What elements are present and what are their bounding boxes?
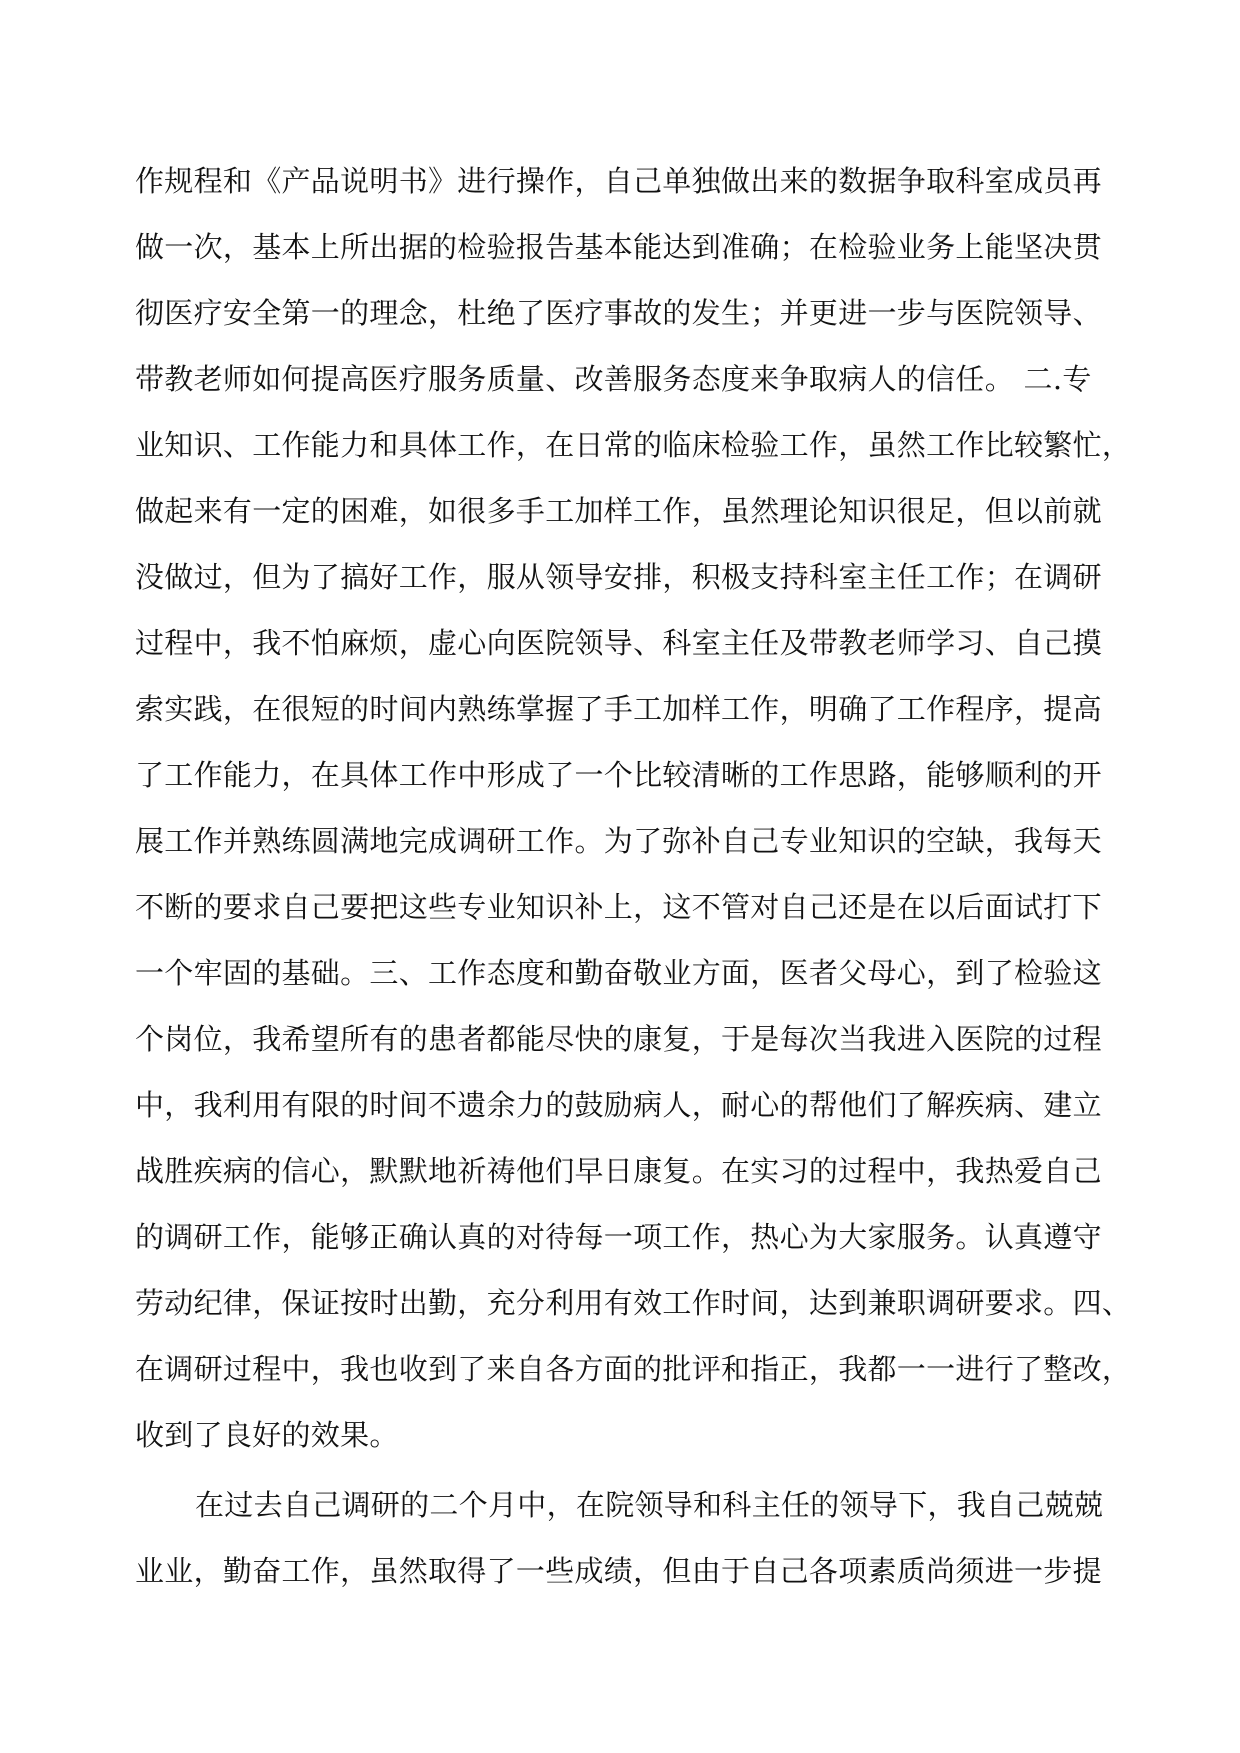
paragraph-first-line: 在过去自己调研的二个月中，在院领导和科主任的领导下，我自己兢兢 xyxy=(195,1488,1104,1522)
text-line: 带教老师如何提高医疗服务质量、改善服务态度来争取病人的信任。 二.专 xyxy=(135,362,1092,396)
text-line: 彻医疗安全第一的理念，杜绝了医疗事故的发生；并更进一步与医院领导、 xyxy=(135,296,1102,330)
text-line: 不断的要求自己要把这些专业知识补上，这不管对自己还是在以后面试打下 xyxy=(135,890,1102,924)
text-line: 收到了良好的效果。 xyxy=(135,1418,399,1452)
text-line: 做起来有一定的困难，如很多手工加样工作，虽然理论知识很足，但以前就 xyxy=(135,494,1102,528)
text-line: 战胜疾病的信心，默默地祈祷他们早日康复。在实习的过程中，我热爱自己 xyxy=(135,1154,1102,1188)
text-line: 个岗位，我希望所有的患者都能尽快的康复，于是每次当我进入医院的过程 xyxy=(135,1022,1102,1056)
text-line: 劳动纪律，保证按时出勤，充分利用有效工作时间，达到兼职调研要求。四、 xyxy=(135,1286,1132,1320)
text-line: 展工作并熟练圆满地完成调研工作。为了弥补自己专业知识的空缺，我每天 xyxy=(135,824,1102,858)
text-line: 作规程和《产品说明书》进行操作，自己单独做出来的数据争取科室成员再 xyxy=(135,164,1102,198)
text-line: 过程中，我不怕麻烦，虚心向医院领导、科室主任及带教老师学习、自己摸 xyxy=(135,626,1102,660)
text-line: 在调研过程中，我也收到了来自各方面的批评和指正，我都一一进行了整改， xyxy=(135,1352,1132,1386)
text-line: 的调研工作，能够正确认真的对待每一项工作，热心为大家服务。认真遵守 xyxy=(135,1220,1102,1254)
text-line: 做一次，基本上所出据的检验报告基本能达到准确；在检验业务上能坚决贯 xyxy=(135,230,1102,264)
text-line: 没做过，但为了搞好工作，服从领导安排，积极支持科室主任工作；在调研 xyxy=(135,560,1102,594)
text-line: 中，我利用有限的时间不遗余力的鼓励病人，耐心的帮他们了解疾病、建立 xyxy=(135,1088,1102,1122)
text-line: 一个牢固的基础。三、工作态度和勤奋敬业方面，医者父母心，到了检验这 xyxy=(135,956,1102,990)
text-line: 了工作能力，在具体工作中形成了一个比较清晰的工作思路，能够顺利的开 xyxy=(135,758,1102,792)
text-line: 业业，勤奋工作，虽然取得了一些成绩，但由于自己各项素质尚须进一步提 xyxy=(135,1554,1102,1588)
text-line: 索实践，在很短的时间内熟练掌握了手工加样工作，明确了工作程序，提高 xyxy=(135,692,1102,726)
text-line: 业知识、工作能力和具体工作，在日常的临床检验工作，虽然工作比较繁忙， xyxy=(135,428,1132,462)
